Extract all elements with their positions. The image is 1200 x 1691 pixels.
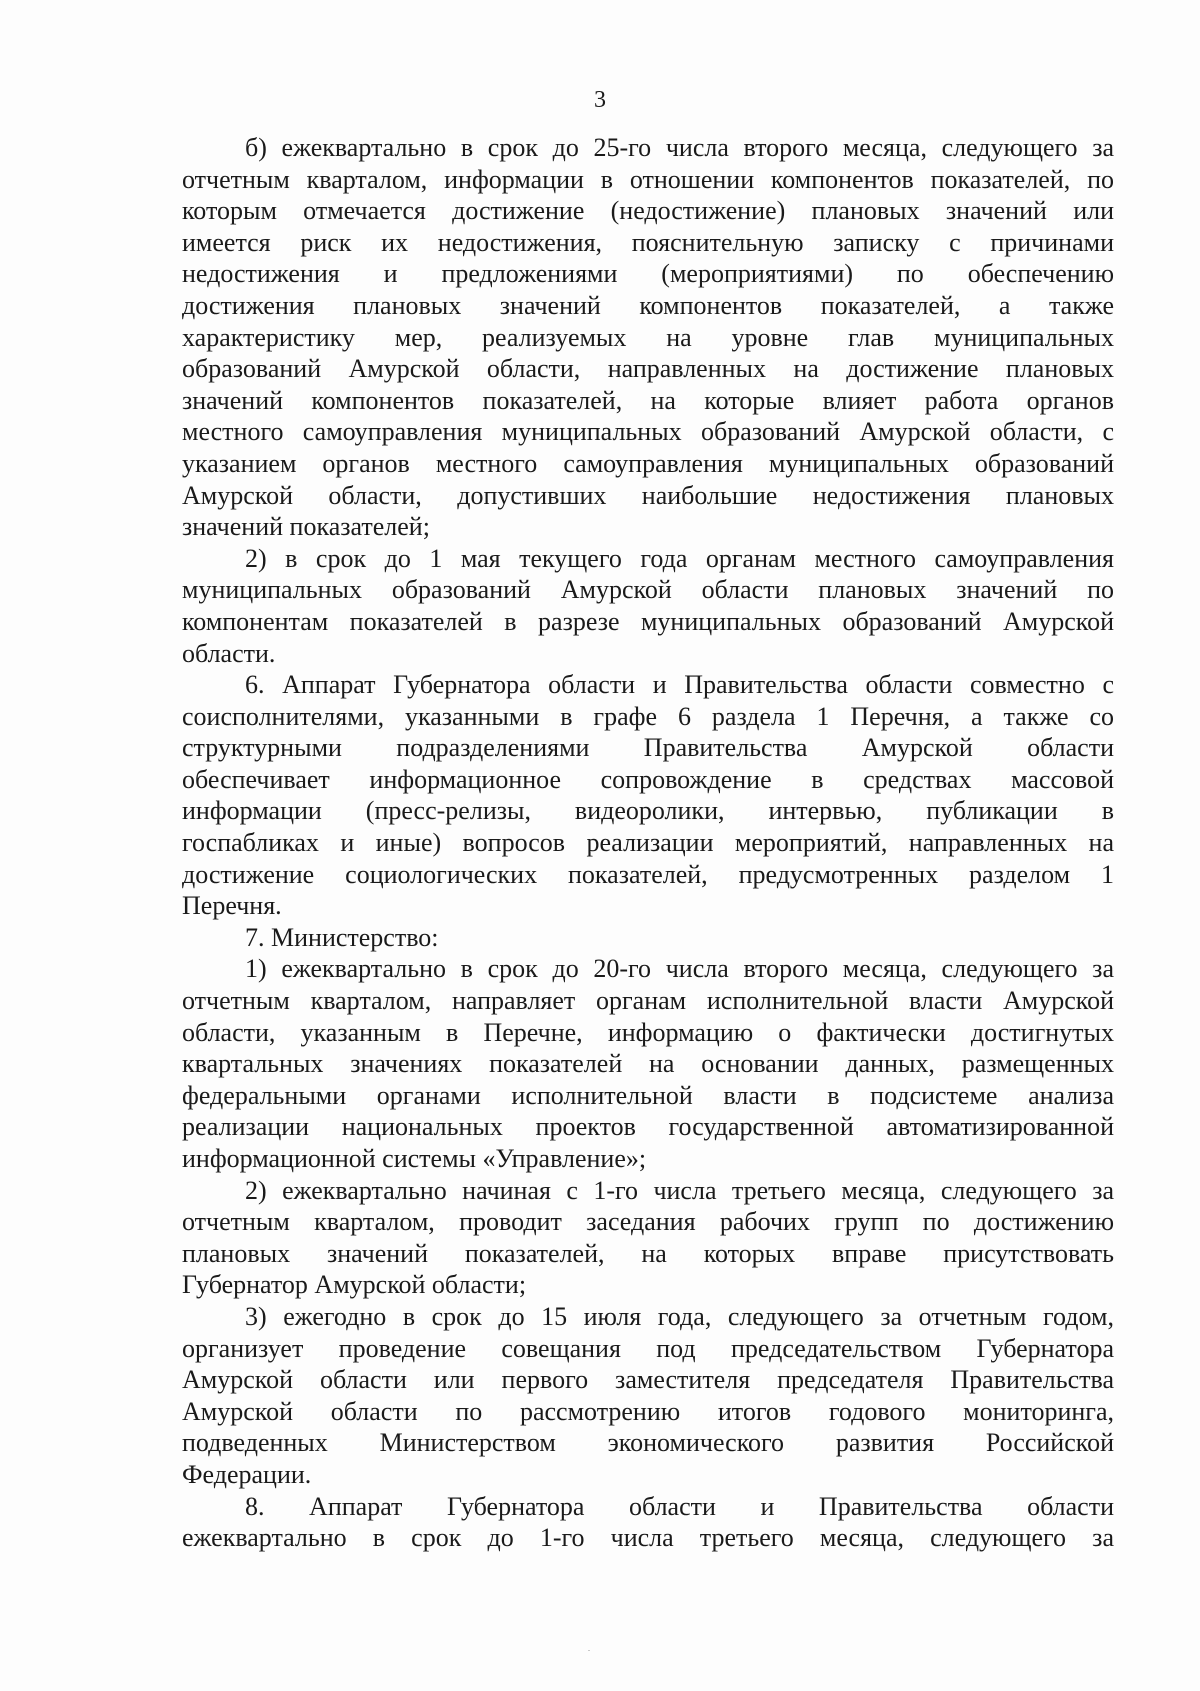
paragraph-2 [182, 543, 1114, 669]
text-line: области, указанным в Перечне, информацию о фактически достигнутых [182, 1017, 1114, 1047]
text-line: отчетным кварталом, информации в отношении компонентов показателей, по [182, 164, 1114, 194]
text-line: достижения плановых значений компонентов показателей, а также [182, 290, 1114, 320]
text-line: 2) в срок до 1 мая текущего года органам местного самоуправления [245, 543, 1114, 573]
paragraph-6 [182, 669, 1114, 922]
text-line: Амурской области, допустивших наибольшие недостижения плановых [182, 480, 1114, 510]
text-line: 6. Аппарат Губернатора области и Правительства области совместно с [245, 670, 1114, 700]
text-line: соисполнителями, указанными в графе 6 раздела 1 Перечня, а также со [182, 701, 1114, 731]
text-line: имеется риск их недостижения, пояснительную записку с причинами [182, 227, 1114, 257]
paragraph-8 [182, 1491, 1114, 1554]
text-line: значений показателей; [182, 512, 430, 542]
text-line: б) ежеквартально в срок до 25-го числа второго месяца, следующего за [245, 133, 1114, 162]
text-line: характеристику мер, реализуемых на уровне глав муниципальных [182, 322, 1114, 352]
text-line: 2) ежеквартально начиная с 1-го числа третьего месяца, следующего за [245, 1175, 1114, 1205]
text-line: федеральными органами исполнительной власти в подсистеме анализа [182, 1080, 1114, 1110]
text-line: недостижения и предложениями (мероприятиями) по обеспечению [182, 259, 1114, 289]
text-line: информации (пресс-релизы, видеоролики, интервью, публикации в [182, 796, 1114, 826]
text-line: муниципальных образований Амурской области плановых значений по [182, 575, 1114, 605]
text-line: госпабликах и иные) вопросов реализации мероприятий, направленных на [182, 828, 1114, 858]
text-line: структурными подразделениями Правительства Амурской области [182, 733, 1114, 763]
text-line: ежеквартально в срок до 1-го числа третьего месяца, следующего за [182, 1523, 1114, 1553]
text-line: значений компонентов показателей, на которые влияет работа органов [182, 385, 1114, 415]
text-line: 7. Министерство: [245, 922, 439, 952]
text-line: квартальных значениях показателей на основании данных, размещенных [182, 1049, 1114, 1079]
scan-artifact [588, 1650, 590, 1651]
document-body [182, 132, 1114, 1554]
text-line: Амурской области или первого заместителя председателя Правительства [182, 1365, 1114, 1395]
text-line: реализации национальных проектов государственной автоматизированной [182, 1112, 1114, 1142]
text-line: отчетным кварталом, направляет органам исполнительной власти Амурской [182, 986, 1114, 1016]
text-line: Губернатор Амурской области; [182, 1270, 527, 1300]
text-line: Амурской области по рассмотрению итогов годового мониторинга, [182, 1396, 1114, 1426]
text-line: отчетным кварталом, проводит заседания рабочих групп по достижению [182, 1207, 1114, 1237]
text-line: достижение социологических показателей, предусмотренных разделом 1 [182, 859, 1114, 889]
text-line: 8. Аппарат Губернатора области и Правительства области [245, 1491, 1114, 1521]
paragraph-7 [182, 922, 1114, 954]
paragraph-7-3 [182, 1301, 1114, 1491]
paragraph-b [182, 132, 1114, 543]
text-line: которым отмечается достижение (недостижение) плановых значений или [182, 196, 1114, 226]
text-line: информационной системы «Управление»; [182, 1144, 647, 1173]
text-line: 1) ежеквартально в срок до 20-го числа второго месяца, следующего за [245, 954, 1114, 984]
text-line: 3) ежегодно в срок до 15 июля года, следующего за отчетным годом, [245, 1301, 1114, 1331]
text-line: плановых значений показателей, на которых вправе присутствовать [182, 1238, 1114, 1268]
text-line: обеспечивает информационное сопровождение в средствах массовой [182, 764, 1114, 794]
text-line: местного самоуправления муниципальных образований Амурской области, с [182, 417, 1114, 447]
text-line: компонентам показателей в разрезе муниципальных образований Амурской [182, 606, 1114, 636]
text-line: организует проведение совещания под председательством Губернатора [182, 1333, 1114, 1363]
text-line: Перечня. [182, 891, 282, 921]
paragraph-7-1 [182, 953, 1114, 1174]
page-number: 3 [594, 87, 606, 113]
paragraph-7-2 [182, 1175, 1114, 1301]
text-line: указанием органов местного самоуправления муниципальных образований [182, 448, 1114, 478]
text-line: области. [182, 638, 276, 668]
text-line: образований Амурской области, направленных на достижение плановых [182, 354, 1114, 384]
text-line: подведенных Министерством экономического развития Российской [182, 1428, 1114, 1458]
text-line: Федерации. [182, 1459, 312, 1489]
